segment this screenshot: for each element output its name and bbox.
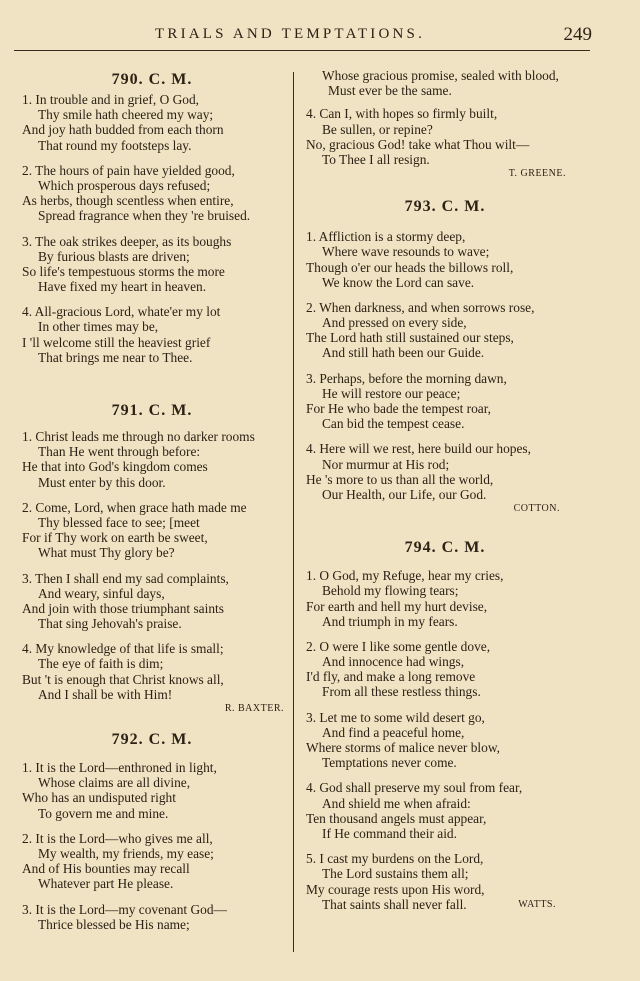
hymn-793 xyxy=(300,195,590,516)
stanza xyxy=(16,304,288,365)
verse-line: Where storms of malice never blow, xyxy=(306,740,500,755)
stanza xyxy=(16,500,288,561)
verse-line: 4. God shall preserve my soul from fear, xyxy=(306,780,523,796)
right-column xyxy=(300,68,590,912)
verse-line: Must ever be the same. xyxy=(328,83,452,99)
verse-line: And pressed on every side, xyxy=(322,315,467,331)
verse-line: Though o'er our heads the billows roll, xyxy=(306,259,514,275)
hymn-attribution: COTTON. xyxy=(513,503,560,515)
verse-line: I 'll welcome still the heaviest grief xyxy=(22,334,211,350)
stanza xyxy=(300,371,590,432)
verse-line: And I shall be with Him! xyxy=(38,686,173,702)
hymn-stanzas xyxy=(16,429,288,702)
verse-line: Behold my flowing tears; xyxy=(322,583,459,599)
verse-line: 3. Then I shall end my sad complaints, xyxy=(22,570,229,586)
stanza xyxy=(16,902,288,932)
hymn-title: 794. C. M. xyxy=(404,539,486,557)
verse-line: For earth and hell my hurt devise, xyxy=(306,598,488,614)
verse-line: 2. O were I like some gentle dove, xyxy=(306,638,491,654)
verse-line: 5. I cast my burdens on the Lord, xyxy=(306,851,484,867)
verse-line: Nor murmur at His rod; xyxy=(322,456,450,472)
verse-line: 2. Come, Lord, when grace hath made me xyxy=(22,499,247,515)
verse-line: Where wave resounds to wave; xyxy=(322,244,490,260)
verse-line: He 's more to us than all the world, xyxy=(306,471,494,487)
verse-line: Ten thousand angels must appear, xyxy=(306,810,487,826)
verse-line: What must Thy glory be? xyxy=(38,545,175,561)
verse-line: 1. It is the Lord—enthroned in light, xyxy=(22,760,217,775)
verse-line: 3. Perhaps, before the morning dawn, xyxy=(306,370,507,386)
verse-line: 1. In trouble and in grief, O God, xyxy=(22,92,200,107)
verse-line: So life's tempestuous storms the more xyxy=(22,263,225,279)
stanza xyxy=(16,571,288,632)
stanza xyxy=(300,229,590,290)
hymn-attribution: WATTS. xyxy=(518,898,556,910)
verse-line: Spread fragrance when they 're bruised. xyxy=(38,208,251,224)
hymn-791 xyxy=(16,399,288,716)
verse-line: In other times may be, xyxy=(38,319,159,335)
verse-line: Our Health, our Life, our God. xyxy=(322,486,487,502)
hymn-792 xyxy=(16,728,288,932)
hymn-attribution: R. BAXTER. xyxy=(224,703,284,714)
column-divider xyxy=(293,72,294,952)
verse-line: 4. Can I, with hopes so firmly built, xyxy=(306,106,498,122)
verse-line: Thrice blessed be His name; xyxy=(38,916,190,932)
header-rule xyxy=(14,50,590,51)
verse-line: That brings me near to Thee. xyxy=(38,349,193,365)
hymn-stanzas xyxy=(300,568,590,912)
stanza xyxy=(300,568,590,629)
verse-line: Must enter by this door. xyxy=(38,474,166,490)
hymn-title: 791. C. M. xyxy=(111,402,193,419)
verse-line: To Thee I all resign. xyxy=(322,151,430,167)
verse-line: 1. Christ leads me through no darker rooms xyxy=(22,429,255,444)
stanza xyxy=(300,68,590,98)
stanza xyxy=(16,429,288,490)
verse-line: And joy hath budded from each thorn xyxy=(22,122,224,138)
hymn-stanzas xyxy=(300,68,590,167)
verse-line: Than He went through before: xyxy=(38,444,201,460)
hymn-stanzas xyxy=(16,760,288,932)
verse-line: And of His bounties may recall xyxy=(22,861,190,877)
verse-line: 4. My knowledge of that life is small; xyxy=(22,641,224,657)
verse-line: As herbs, though scentless when entire, xyxy=(22,193,234,209)
verse-line: No, gracious God! take what Thou wilt— xyxy=(306,136,530,152)
verse-line: 2. The hours of pain have yielded good, xyxy=(22,162,235,178)
verse-line: Thy smile hath cheered my way; xyxy=(38,107,214,123)
left-column xyxy=(16,68,288,932)
stanza xyxy=(16,831,288,892)
verse-line: The Lord hath still sustained our steps, xyxy=(306,330,514,346)
verse-line: Temptations never come. xyxy=(322,755,457,771)
verse-line: That sing Jehovah's praise. xyxy=(38,616,182,632)
verse-line: 3. The oak strikes deeper, as its boughs xyxy=(22,233,232,249)
verse-line: To govern me and mine. xyxy=(38,805,169,821)
verse-line: The eye of faith is dim; xyxy=(38,656,164,672)
verse-line: And weary, sinful days, xyxy=(38,585,165,601)
verse-line: Whose gracious promise, sealed with blood, xyxy=(322,68,559,83)
verse-line: For if Thy work on earth be sweet, xyxy=(22,530,208,546)
stanza xyxy=(16,760,288,821)
stanza xyxy=(16,163,288,224)
verse-line: 2. It is the Lord—who gives me all, xyxy=(22,830,213,846)
verse-line: For He who bade the tempest roar, xyxy=(306,401,492,416)
verse-line: And join with those triumphant saints xyxy=(22,600,224,616)
verse-line: And shield me when afraid: xyxy=(322,795,471,811)
verse-line: 4. All-gracious Lord, whate'er my lot xyxy=(22,304,221,320)
verse-line: If He command their aid. xyxy=(322,825,457,841)
verse-line: But 't is enough that Christ knows all, xyxy=(22,671,224,687)
hymn-794 xyxy=(300,536,590,912)
verse-line: Can bid the tempest cease. xyxy=(322,416,465,432)
stanza xyxy=(300,441,590,502)
verse-line: 4. Here will we rest, here build our hopes, xyxy=(306,441,531,457)
verse-line: He will restore our peace; xyxy=(322,385,461,401)
verse-line: That saints shall never fall. xyxy=(322,896,467,912)
verse-line: From all these restless things. xyxy=(322,684,481,700)
verse-line: Have fixed my heart in heaven. xyxy=(38,279,207,295)
verse-line: Be sullen, or repine? xyxy=(322,121,433,137)
verse-line: That round my footsteps lay. xyxy=(38,137,192,153)
verse-line: And innocence had wings, xyxy=(322,654,465,670)
verse-line: The Lord sustains them all; xyxy=(322,866,469,882)
verse-line: 1. O God, my Refuge, hear my cries, xyxy=(306,568,504,584)
verse-line: 2. When darkness, and when sorrows rose, xyxy=(306,299,535,315)
verse-line: And find a peaceful home, xyxy=(322,724,465,740)
hymn-stanzas xyxy=(16,92,288,365)
hymn-stanzas xyxy=(300,229,590,502)
hymn-title: 792. C. M. xyxy=(111,731,193,748)
verse-line: 3. It is the Lord—my covenant God— xyxy=(22,901,227,917)
verse-line: Who has an undisputed right xyxy=(22,790,176,806)
stanza xyxy=(300,639,590,700)
verse-line: 1. Affliction is a stormy deep, xyxy=(306,229,466,245)
verse-line: Whose claims are all divine, xyxy=(38,775,191,791)
hymn-attribution: T. GREENE. xyxy=(508,168,566,180)
verse-line: I'd fly, and make a long remove xyxy=(306,669,476,685)
verse-line: 3. Let me to some wild desert go, xyxy=(306,709,485,725)
stanza xyxy=(16,641,288,702)
stanza xyxy=(300,106,590,167)
verse-line: We know the Lord can save. xyxy=(322,274,475,290)
verse-line: Whatever part He please. xyxy=(38,876,174,892)
verse-line: And still hath been our Guide. xyxy=(322,345,485,361)
verse-line: Which prosperous days refused; xyxy=(38,177,211,193)
hymn-790 xyxy=(16,68,288,365)
verse-line: He that into God's kingdom comes xyxy=(22,459,208,475)
hymn-title: 790. C. M. xyxy=(111,71,193,88)
verse-line: And triumph in my fears. xyxy=(322,613,458,629)
hymn-792-continued xyxy=(300,68,590,181)
stanza xyxy=(300,710,590,771)
stanza xyxy=(300,300,590,361)
page-header xyxy=(0,24,640,50)
hymn-title: 793. C. M. xyxy=(404,198,486,216)
page-number: 249 xyxy=(563,24,592,45)
verse-line: My wealth, my friends, my ease; xyxy=(38,845,214,861)
stanza xyxy=(16,92,288,153)
running-title: TRIALS AND TEMPTATIONS. xyxy=(155,26,426,42)
verse-line: Thy blessed face to see; [meet xyxy=(38,514,200,530)
verse-line: My courage rests upon His word, xyxy=(306,881,485,897)
stanza xyxy=(16,234,288,295)
stanza xyxy=(300,780,590,841)
verse-line: By furious blasts are driven; xyxy=(38,248,190,264)
